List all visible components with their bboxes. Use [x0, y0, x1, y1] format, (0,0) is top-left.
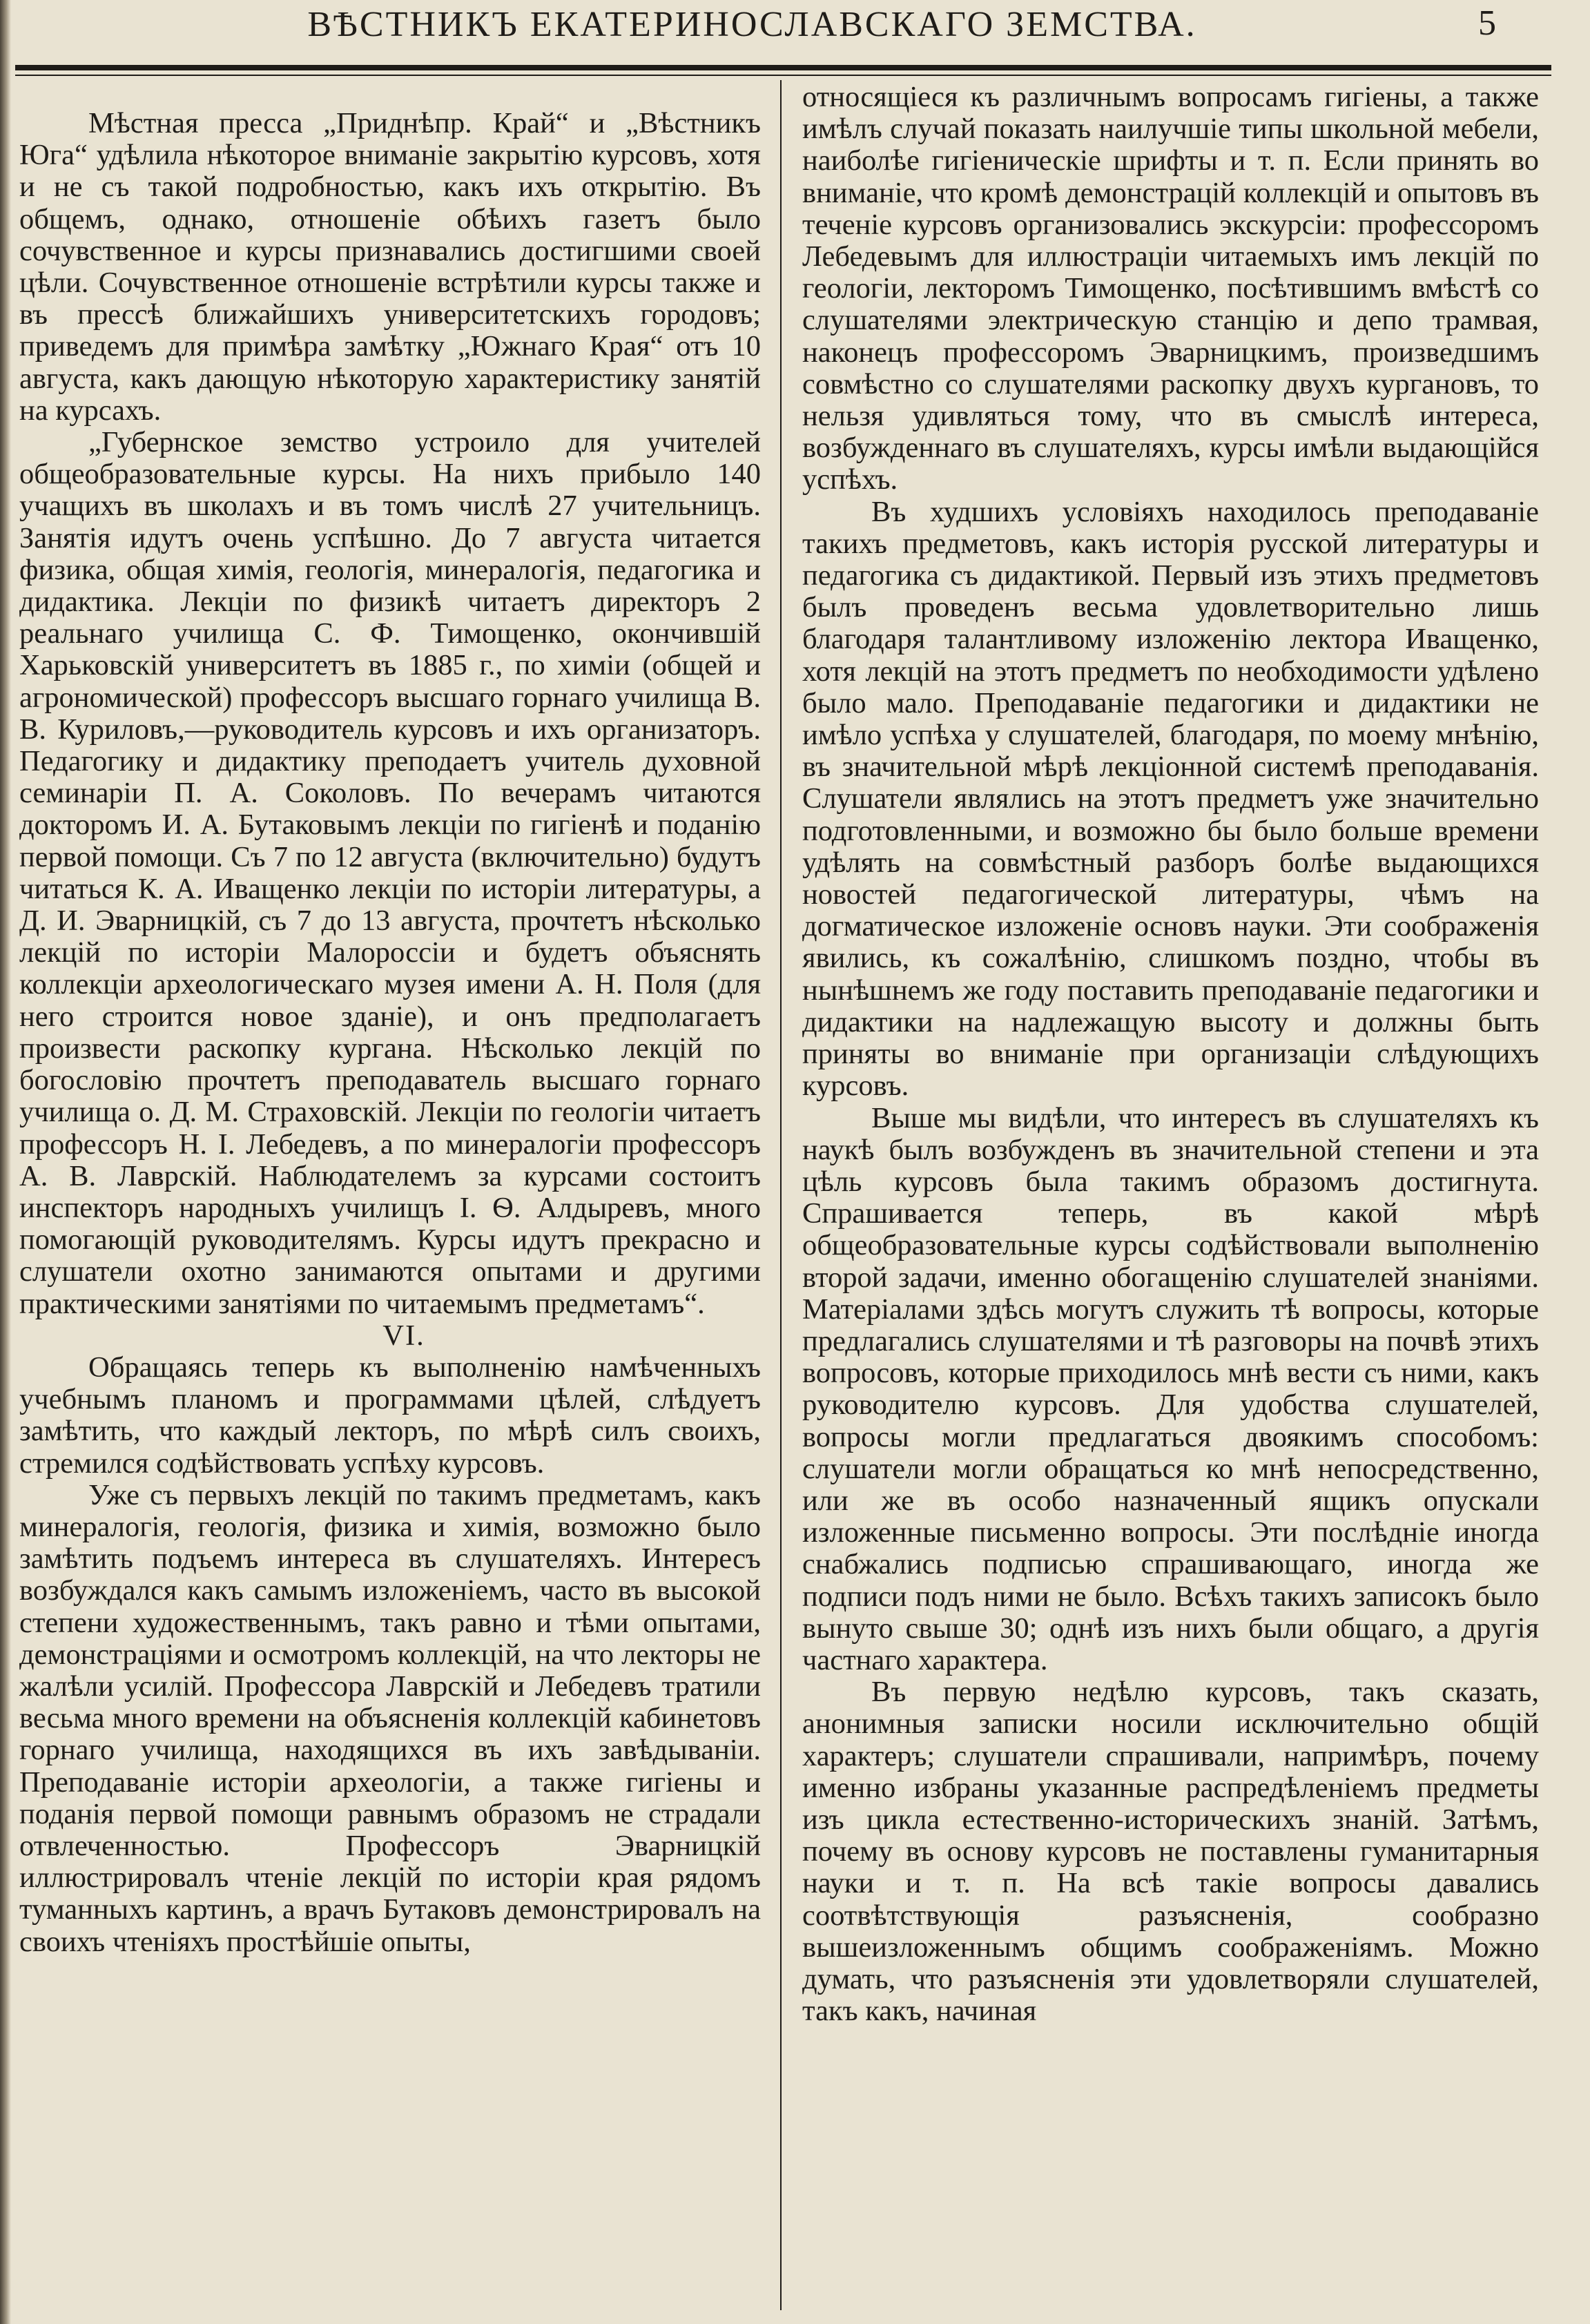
left-paragraph-2: „Губернское земство устроило для учителей общеобразовательные курсы. На нихъ прибыло 140 учащихъ въ школахъ и въ томъ числѣ 27 учительницъ. Занятія идутъ очень успѣшно. До 7 августа читается физика, общая химія, геологія, минералогія, педагогика и дидактика. Лекціи по физикѣ читаетъ директоръ 2 реальнаго училища С. Ф. Тимощенко, окончившій Харьковскій университетъ въ 1885 г., по химіи (общей и агрономической) профессоръ высшаго горнаго училища В. В. Куриловъ,—руководитель курсовъ и ихъ организаторъ. Педагогику и дидактику преподаетъ учитель духовной семинаріи П. А. Соколовъ. По вечерамъ читаются докторомъ И. А. Бутаковымъ лекціи по гигіенѣ и поданію первой помощи. Съ 7 по 12 августа (включительно) будутъ читаться К. А. Иващенко лекціи по исторіи литературы, а Д. И. Эварницкій, съ 7 до 13 августа, прочтетъ нѣсколько лекцій по исторіи Малороссіи и будетъ объяснять коллекціи археологическаго музея имени А. Н. Поля (для него строится новое зданіе), и онъ предполагаетъ произвести раскопку кургана. Нѣсколько лекцій по богословію прочтетъ преподаватель высшаго горнаго училища о. Д. М. Страховскій. Лекціи по геологіи читаетъ профессоръ Н. І. Лебедевъ, а по минералогіи профессоръ А. В. Лаврскій. Наблюдателемъ за курсами состоитъ инспекторъ народныхъ училищъ І. Ѳ. Алдыревъ, много помогающій руководителямъ. Курсы идутъ прекрасно и слушатели охотно занимаются опытами и другими практическими занятіями по читаемымъ предметамъ“.	[19, 426, 761, 1320]
left-paragraph-4: Уже съ первыхъ лекцій по такимъ предметамъ, какъ минералогія, геологія, физика и химія, возможно было замѣтить подъемъ интереса въ слушателяхъ. Интересъ возбуждался какъ самымъ изложеніемъ, часто въ высокой степени художественнымъ, такъ равно и тѣми опытами, демонстраціями и осмотромъ коллекцій, на что лекторы не жалѣли усилій. Профессора Лаврскій и Лебедевъ тратили весьма много времени на объясненія коллекцій кабинетовъ горнаго училища, находящихся въ ихъ завѣдываніи. Преподаваніе исторіи археологіи, а также гигіены и поданія первой помощи равнымъ образомъ не страдали отвлеченностью. Профессоръ Эварницкій иллюстрировалъ чтеніе лекцій по исторіи края рядомъ туманныхъ картинъ, а врачъ Бутаковъ демонстрировалъ на своихъ чтеніяхъ простѣйшіе опыты,	[19, 1478, 761, 1958]
section-heading: VI.	[382, 1319, 425, 1352]
header-rule-thin	[15, 75, 1551, 76]
right-paragraph-4: Въ первую недѣлю курсовъ, такъ сказать, анонимныя записки носили исключительно общій характеръ; слушатели спрашивали, напримѣръ, почему именно избраны указанные распредѣленіемъ предметы изъ цикла естественно-историческихъ знаній. Затѣмъ, почему въ основу курсовъ не поставлены гуманитарныя науки и т. п. На всѣ такіе вопросы давались соотвѣтствующія разъясненія, сообразно вышеизложеннымъ общимъ соображеніямъ. Можно думать, что разъясненія эти удовлетворяли слушателей, такъ какъ, начиная	[802, 1676, 1539, 2028]
right-paragraph-1: относящіеся къ различнымъ вопросамъ гигіены, а также имѣлъ случай показать наилучшіе типы школьной мебели, наиболѣе гигіеническіе шрифты и т. п. Если принять во вниманіе, что кромѣ демонстрацій коллекцій и опытовъ въ теченіе курсовъ организовались экскурсіи: профессоромъ Лебедевымъ для иллюстраціи читаемыхъ имъ лекцій по геологіи, лекторомъ Тимощенко, посѣтившимъ вмѣстѣ со слушателями электрическую станцію и депо трамвая, наконецъ профессоромъ Эварницкимъ, произведшимъ совмѣстно со слушателями раскопку двухъ кургановъ, то нельзя удивляться тому, что въ смыслѣ интереса, возбужденнаго въ слушателяхъ, курсы имѣли выдающійся успѣхъ.	[802, 81, 1539, 496]
left-paragraph-1: Мѣстная пресса „Приднѣпр. Край“ и „Вѣстникъ Юга“ удѣлила нѣкоторое вниманіе закрытію курсовъ, хотя и не съ такой подробностью, какъ ихъ открытію. Въ общемъ, однако, отношеніе обѣихъ газетъ было сочувственное и курсы признавались достигшими своей цѣли. Сочувственное отношеніе встрѣтили курсы также и въ прессѣ ближайшихъ университетскихъ городовъ; приведемъ для примѣра замѣтку „Южнаго Края“ отъ 10 августа, какъ дающую нѣкоторую характеристику занятій на курсахъ.	[19, 107, 761, 427]
header-rule-thick	[15, 65, 1551, 70]
left-paragraph-3: Обращаясь теперь къ выполненію намѣченныхъ учебнымъ планомъ и программами цѣлей, слѣдуетъ замѣтить, что каждый лекторъ, по мѣрѣ силъ своихъ, стремился содѣйствовать успѣху курсовъ.	[19, 1350, 761, 1480]
right-paragraph-2: Въ худшихъ условіяхъ находилось преподаваніе такихъ предметовъ, какъ исторія русской литературы и педагогика съ дидактикой. Первый изъ этихъ предметовъ былъ проведенъ весьма удовлетворительно лишь благодаря талантливому изложенію лектора Иващенко, хотя лекцій на этотъ предметъ по необходимости удѣлено было мало. Преподаваніе педагогики и дидактики не имѣло успѣха у слушателей, благодаря, по моему мнѣнію, въ значительной мѣрѣ лекціонной системѣ преподаванія. Слушатели являлись на этотъ предметъ уже значительно подготовленными, и возможно бы было больше времени удѣлять на совмѣстный разборъ болѣе выдающихся новостей педагогической литературы, чѣмъ на догматическое изложеніе основъ науки. Эти соображенія явились, къ сожалѣнію, слишкомъ поздно, чтобы въ нынѣшнемъ же году поставить преподаваніе педагогики и дидактики на надлежащую высоту и должны быть приняты во вниманіе при организаціи слѣдующихъ курсовъ.	[802, 495, 1539, 1103]
page-header	[15, 0, 1551, 61]
page-binding-edge	[0, 0, 11, 2324]
right-column	[782, 80, 1551, 2310]
journal-title: ВѢСТНИКЪ ЕКАТЕРИНОСЛАВСКАГО ЗЕМСТВА.	[307, 5, 1197, 44]
text-columns	[15, 80, 1551, 2310]
page-number: 5	[1478, 3, 1496, 43]
left-column	[15, 80, 780, 2310]
right-paragraph-3: Выше мы видѣли, что интересъ въ слушателяхъ къ наукѣ былъ возбужденъ въ значительной степени и эта цѣль курсовъ была такимъ образомъ достигнута. Спрашивается теперь, въ какой мѣрѣ общеобразовательные курсы содѣйствовали выполненію второй задачи, именно обогащенію слушателей знаніями. Матеріалами здѣсь могутъ служить тѣ вопросы, которые предлагались слушателями и тѣ разговоры на почвѣ этихъ вопросовъ, которые приходилось мнѣ вести съ ними, какъ руководителю курсовъ. Для удобства слушателей, вопросы могли предлагаться двоякимъ способомъ: слушатели могли обращаться ко мнѣ непосредственно, или же въ особо назначенный ящикъ опускали изложенные письменно вопросы. Эти послѣдніе иногда снабжались подписью спрашивающаго, иногда же подписи подъ ними не было. Всѣхъ такихъ записокъ было вынуто свыше 30; однѣ изъ нихъ были общаго, а другія частнаго характера.	[802, 1101, 1539, 1676]
